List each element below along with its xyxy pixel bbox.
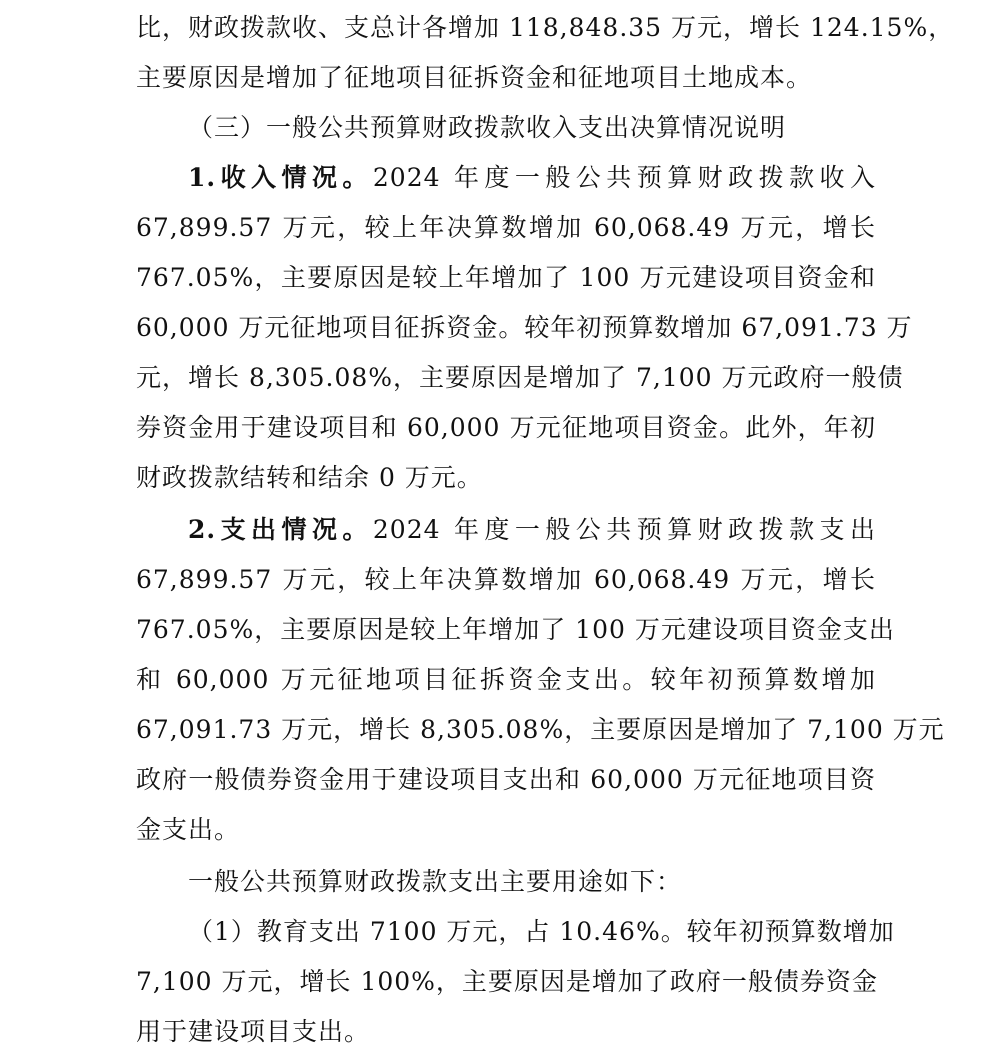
paragraph-line: 用于建设项目支出。: [136, 1017, 371, 1046]
paragraph-line: 60,000 万元征地项目征拆资金。较年初预算数增加 67,091.73 万: [136, 313, 913, 342]
paragraph-line: 67,899.57 万元，较上年决算数增加 60,068.49 万元，增长: [136, 565, 876, 594]
paragraph-line: 政府一般债券资金用于建设项目支出和 60,000 万元征地项目资: [136, 765, 876, 794]
paragraph-line: 和 60,000 万元征地项目征拆资金支出。较年初预算数增加: [136, 665, 876, 694]
section-heading: （三）一般公共预算财政拨款收入支出决算情况说明: [188, 113, 787, 142]
income-first-line: [188, 160, 876, 196]
paragraph-line: 比，财政拨款收、支总计各增加 118,848.35 万元，增长 124.15%，: [136, 13, 955, 42]
paragraph-line: 7,100 万元，增长 100%，主要原因是增加了政府一般债券资金: [136, 967, 878, 996]
expense-first-line: [188, 512, 876, 548]
paragraph-line: 一般公共预算财政拨款支出主要用途如下：: [188, 867, 683, 896]
paragraph-line: 券资金用于建设项目和 60,000 万元征地项目资金。此外，年初: [136, 413, 876, 442]
paragraph-text: 2024 年度一般公共预算财政拨款收入: [372, 163, 876, 192]
paragraph-line: 767.05%，主要原因是较上年增加了 100 万元建设项目资金支出: [136, 615, 895, 644]
paragraph-line: 元，增长 8,305.08%，主要原因是增加了 7,100 万元政府一般债: [136, 363, 904, 392]
paragraph-line: 67,899.57 万元，较上年决算数增加 60,068.49 万元，增长: [136, 213, 876, 242]
paragraph-line: 主要原因是增加了征地项目征拆资金和征地项目土地成本。: [136, 63, 813, 92]
paragraph-line: 767.05%，主要原因是较上年增加了 100 万元建设项目资金和: [136, 263, 876, 292]
paragraph-text: 2024 年度一般公共预算财政拨款支出: [372, 515, 876, 544]
paragraph-line: （1）教育支出 7100 万元，占 10.46%。较年初预算数增加: [188, 917, 895, 946]
paragraph-line: 金支出。: [136, 815, 241, 844]
paragraph-line: 财政拨款结转和结余 0 万元。: [136, 463, 483, 492]
paragraph-line: 67,091.73 万元，增长 8,305.08%，主要原因是增加了 7,100 万元: [136, 715, 945, 744]
expense-heading: 2.支出情况。: [188, 515, 373, 544]
income-heading: 1.收入情况。: [188, 163, 373, 192]
